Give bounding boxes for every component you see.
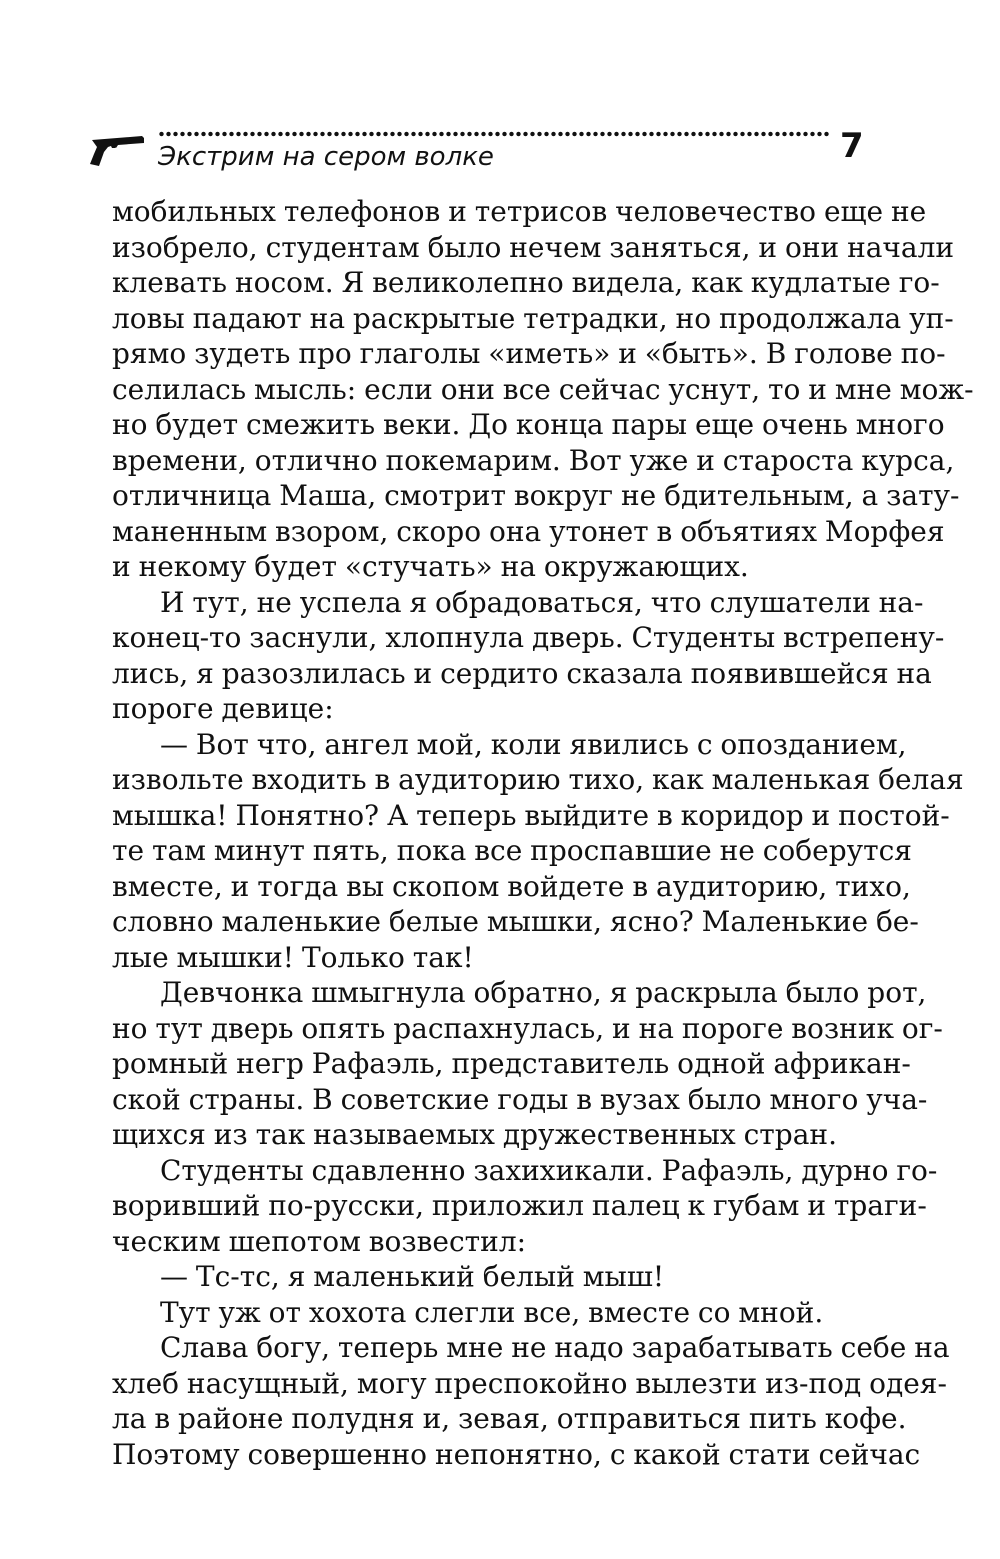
text-line: изобрело, студентам было нечем заняться, и они начали [112, 230, 955, 264]
text-line: вместе, и тогда вы скопом войдете в аудиторию, тихо, [112, 869, 911, 903]
text-line: извольте входить в аудиторию тихо, как маленькая белая [112, 763, 964, 796]
text-line: Слава богу, теперь мне не надо зарабатывать себе на [160, 1331, 950, 1364]
text-line: ческим шепотом возвестил: [112, 1224, 527, 1258]
text-line: Тут уж от хохота слегли все, вместе со мной. [160, 1295, 824, 1329]
text-line: ла в районе полудня и, зевая, отправиться пить кофе. [112, 1402, 907, 1435]
text-line: щихся из так называемых дружественных стран. [112, 1118, 837, 1151]
running-title: Экстрим на сером волке [158, 142, 494, 172]
text-line: ской страны. В советские годы в вузах было много уча- [112, 1082, 928, 1116]
text-line: — Вот что, ангел мой, коли явились с опозданием, [160, 727, 907, 761]
text-line: клевать носом. Я великолепно видела, как кудлатые го- [112, 266, 940, 299]
text-line: рямо зудеть про глаголы «иметь» и «быть». В голове по- [112, 337, 946, 370]
text-line: словно маленькие белые мышки, ясно? Маленькие бе- [112, 905, 919, 938]
text-line: воривший по-русски, приложил палец к губам и траги- [112, 1189, 927, 1222]
text-line: Студенты сдавленно захихикали. Рафаэль, дурно го- [160, 1153, 938, 1187]
text-line: ловы падают на раскрытые тетрадки, но продолжала уп- [112, 301, 954, 335]
text-line: и некому будет «стучать» на окружающих. [112, 550, 749, 583]
page-header [88, 126, 868, 176]
text-line: лись, я разозлилась и сердито сказала появившейся на [112, 656, 932, 690]
text-line: времени, отлично покемарим. Вот уже и староста курса, [112, 443, 955, 477]
text-line: селилась мысль: если они все сейчас уснут, то и мне мож- [112, 372, 974, 406]
text-line: Поэтому совершенно непонятно, с какой стати сейчас [112, 1437, 921, 1471]
text-line: Девчонка шмыгнула обратно, я раскрыла было рот, [160, 976, 927, 1009]
text-line: ромный негр Рафаэль, представитель одной африкан- [112, 1047, 911, 1080]
text-line: отличница Маша, смотрит вокруг не бдительным, а зату- [112, 479, 960, 512]
text-line: — Тс-тс, я маленький белый мыш! [160, 1260, 665, 1293]
text-line: И тут, не успела я обрадоваться, что слушатели на- [160, 585, 924, 619]
header-dotted-rule [158, 130, 830, 138]
page-number: 7 [840, 126, 864, 166]
pistol-icon [88, 130, 146, 168]
text-line: но тут дверь опять распахнулась, и на пороге возник ог- [112, 1011, 943, 1045]
text-line: мобильных телефонов и тетрисов человечество еще не [112, 195, 927, 228]
text-line: но будет смежить веки. До конца пары еще очень много [112, 408, 945, 441]
text-line: пороге девице: [112, 692, 334, 725]
text-line: конец-то заснули, хлопнула дверь. Студенты встрепену- [112, 621, 945, 654]
text-line: маненным взором, скоро она утонет в объятиях Морфея [112, 514, 945, 548]
text-line: лые мышки! Только так! [112, 940, 474, 974]
body-text [112, 194, 974, 1472]
text-line: те там минут пять, пока все проспавшие не соберутся [112, 834, 912, 867]
text-line: хлеб насущный, могу преспокойно вылезти из-под одея- [112, 1366, 947, 1400]
text-line: мышка! Понятно? А теперь выйдите в коридор и постой- [112, 798, 950, 832]
